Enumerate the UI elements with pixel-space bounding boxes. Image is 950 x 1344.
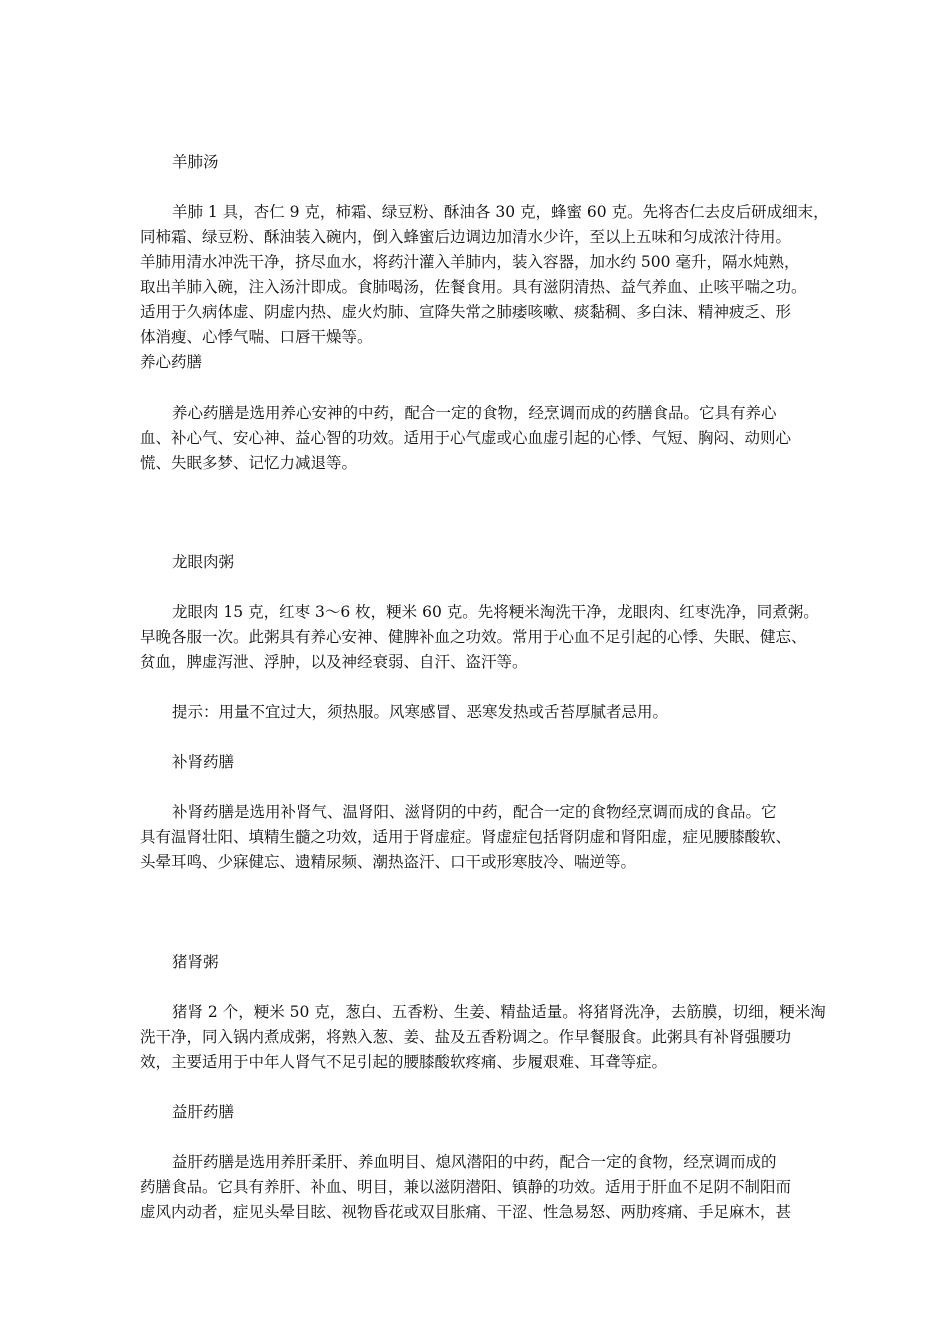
paragraph-line: 取出羊肺入碗，注入汤汁即成。食肺喝汤，佐餐食用。具有滋阴清热、益气养血、止咳平喘之功。 <box>140 278 807 296</box>
paragraph-line: 羊肺用清水冲洗干净，挤尽血水，将药汁灌入羊肺内，装入容器，加水约 500 毫升，隔水炖熟， <box>140 253 800 271</box>
paragraph-line: 羊肺 1 具，杏仁 9 克，柿霜、绿豆粉、酥油各 30 克，蜂蜜 60 克。先将杏仁去皮后研成细末， <box>172 203 829 221</box>
section-heading: 龙眼肉粥 <box>172 553 235 571</box>
paragraph-line: 早晚各服一次。此粥具有养心安神、健脾补血之功效。常用于心血不足引起的心悸、失眠、健忘、 <box>140 628 807 646</box>
paragraph-line: 同柿霜、绿豆粉、酥油装入碗内，倒入蜂蜜后边调边加清水少许，至以上五味和匀成浓汁待用。 <box>140 228 792 246</box>
paragraph-line: 效，主要适用于中年人肾气不足引起的腰膝酸软疼痛、步履艰难、耳聋等症。 <box>140 1053 668 1071</box>
section-heading: 羊肺汤 <box>172 153 219 171</box>
paragraph-line: 龙眼肉 15 克，红枣 3～6 枚，粳米 60 克。先将粳米淘洗干净，龙眼肉、红枣洗净，同煮粥。 <box>172 603 819 621</box>
paragraph-line: 洗干净，同入锅内煮成粥，将熟入葱、姜、盐及五香粉调之。作早餐服食。此粥具有补肾强腰功 <box>140 1028 792 1046</box>
paragraph-line: 益肝药膳是选用养肝柔肝、养血明目、熄风潜阳的中药，配合一定的食物，经烹调而成的 <box>172 1153 777 1171</box>
section-heading: 猪肾粥 <box>172 953 219 971</box>
paragraph-line: 血、补心气、安心神、益心智的功效。适用于心气虚或心血虚引起的心悸、气短、胸闷、动则心 <box>140 429 792 447</box>
paragraph-line: 慌、失眠多梦、记忆力减退等。 <box>140 454 358 472</box>
paragraph-line: 药膳食品。它具有养肝、补血、明目，兼以滋阴潜阳、镇静的功效。适用于肝血不足阴不制阳而 <box>140 1178 792 1196</box>
paragraph-line: 虚风内动者，症见头晕目眩、视物昏花或双目胀痛、干涩、性急易怒、两肋疼痛、手足麻木，甚 <box>140 1203 792 1221</box>
paragraph-line: 养心药膳是选用养心安神的中药，配合一定的食物，经烹调而成的药膳食品。它具有养心 <box>172 404 777 422</box>
section-heading: 益肝药膳 <box>172 1103 235 1121</box>
paragraph-line: 适用于久病体虚、阴虚内热、虚火灼肺、宣降失常之肺痿咳嗽、痰黏稠、多白沫、精神疲乏、形 <box>140 303 792 321</box>
section-heading: 补肾药膳 <box>172 753 235 771</box>
paragraph-line: 贫血，脾虚泻泄、浮肿，以及神经衰弱、自汗、盗汗等。 <box>140 653 528 671</box>
paragraph-line: 体消瘦、心悸气喘、口唇干燥等。 <box>140 328 373 346</box>
paragraph-line: 提示：用量不宜过大，须热服。风寒感冒、恶寒发热或舌苔厚腻者忌用。 <box>172 703 669 721</box>
paragraph-line: 补肾药膳是选用补肾气、温肾阳、滋肾阴的中药，配合一定的食物经烹调而成的食品。它 <box>172 803 777 821</box>
paragraph-line: 头晕耳鸣、少寐健忘、遗精尿频、潮热盗汗、口干或形寒肢冷、喘逆等。 <box>140 853 637 871</box>
paragraph-line: 具有温肾壮阳、填精生髓之功效，适用于肾虚症。肾虚症包括肾阴虚和肾阳虚，症见腰膝酸软、 <box>140 828 792 846</box>
paragraph-line: 猪肾 2 个，粳米 50 克，葱白、五香粉、生姜、精盐适量。将猪肾洗净，去筋膜，切细，粳米淘 <box>172 1003 826 1021</box>
section-heading: 养心药膳 <box>140 353 203 371</box>
